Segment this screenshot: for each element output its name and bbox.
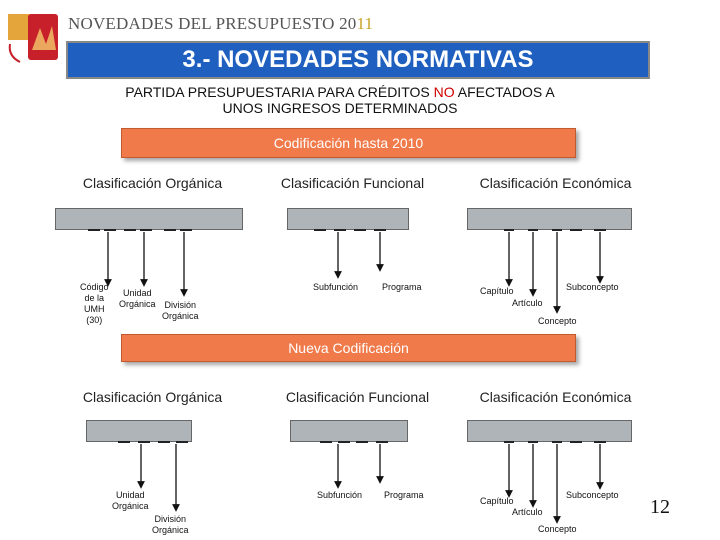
- page-number: 12: [650, 496, 670, 518]
- partida-text-b: AFECTADOS A: [454, 84, 555, 100]
- new-eco-articulo-label: Artículo: [512, 507, 543, 517]
- old-col-economica: Clasificación Económica: [479, 175, 632, 191]
- header-title: NOVEDADES DEL PRESUPUESTO 20: [68, 14, 357, 33]
- partida-no: NO: [433, 84, 455, 100]
- old-eco-concepto-label: Concepto: [538, 316, 577, 326]
- old-col-organica: Clasificación Orgánica: [82, 175, 223, 191]
- old-func-programa-label: Programa: [382, 282, 422, 292]
- old-org-unidad-label: Unidad Orgánica: [119, 288, 156, 309]
- old-coding-bar-label: Codificación hasta 2010: [273, 135, 424, 151]
- banner-title: 3.- NOVEDADES NORMATIVAS: [182, 46, 534, 73]
- old-func-subfuncion-label: Subfunción: [313, 282, 359, 292]
- old-eco-capitulo-label: Capítulo: [480, 286, 514, 296]
- new-col-funcional: Clasificación Funcional: [285, 389, 430, 405]
- partida-text-a: PARTIDA PRESUPUESTARIA PARA CRÉDITOS: [125, 84, 434, 100]
- old-eco-articulo-label: Artículo: [512, 298, 543, 308]
- new-col-organica: Clasificación Orgánica: [82, 389, 223, 405]
- old-org-code-label: Código de la UMH (30): [80, 282, 109, 325]
- new-org-division-label: División Orgánica: [152, 514, 189, 535]
- new-eco-subconcepto-label: Subconcepto: [566, 490, 619, 500]
- partida-line-2: UNOS INGRESOS DETERMINADOS: [222, 100, 458, 116]
- new-org-unidad-label: Unidad Orgánica: [112, 490, 149, 511]
- header-year-suffix: 11: [356, 14, 374, 33]
- new-col-economica: Clasificación Económica: [479, 389, 632, 405]
- new-func-subfuncion-label: Subfunción: [317, 490, 363, 500]
- old-col-funcional: Clasificación Funcional: [280, 175, 425, 191]
- new-eco-concepto-label: Concepto: [538, 524, 577, 534]
- old-org-division-label: División Orgánica: [162, 300, 199, 321]
- new-func-programa-label: Programa: [384, 490, 424, 500]
- new-eco-capitulo-label: Capítulo: [480, 496, 514, 506]
- old-eco-subconcepto-label: Subconcepto: [566, 282, 619, 292]
- new-coding-bar-label: Nueva Codificación: [288, 340, 409, 356]
